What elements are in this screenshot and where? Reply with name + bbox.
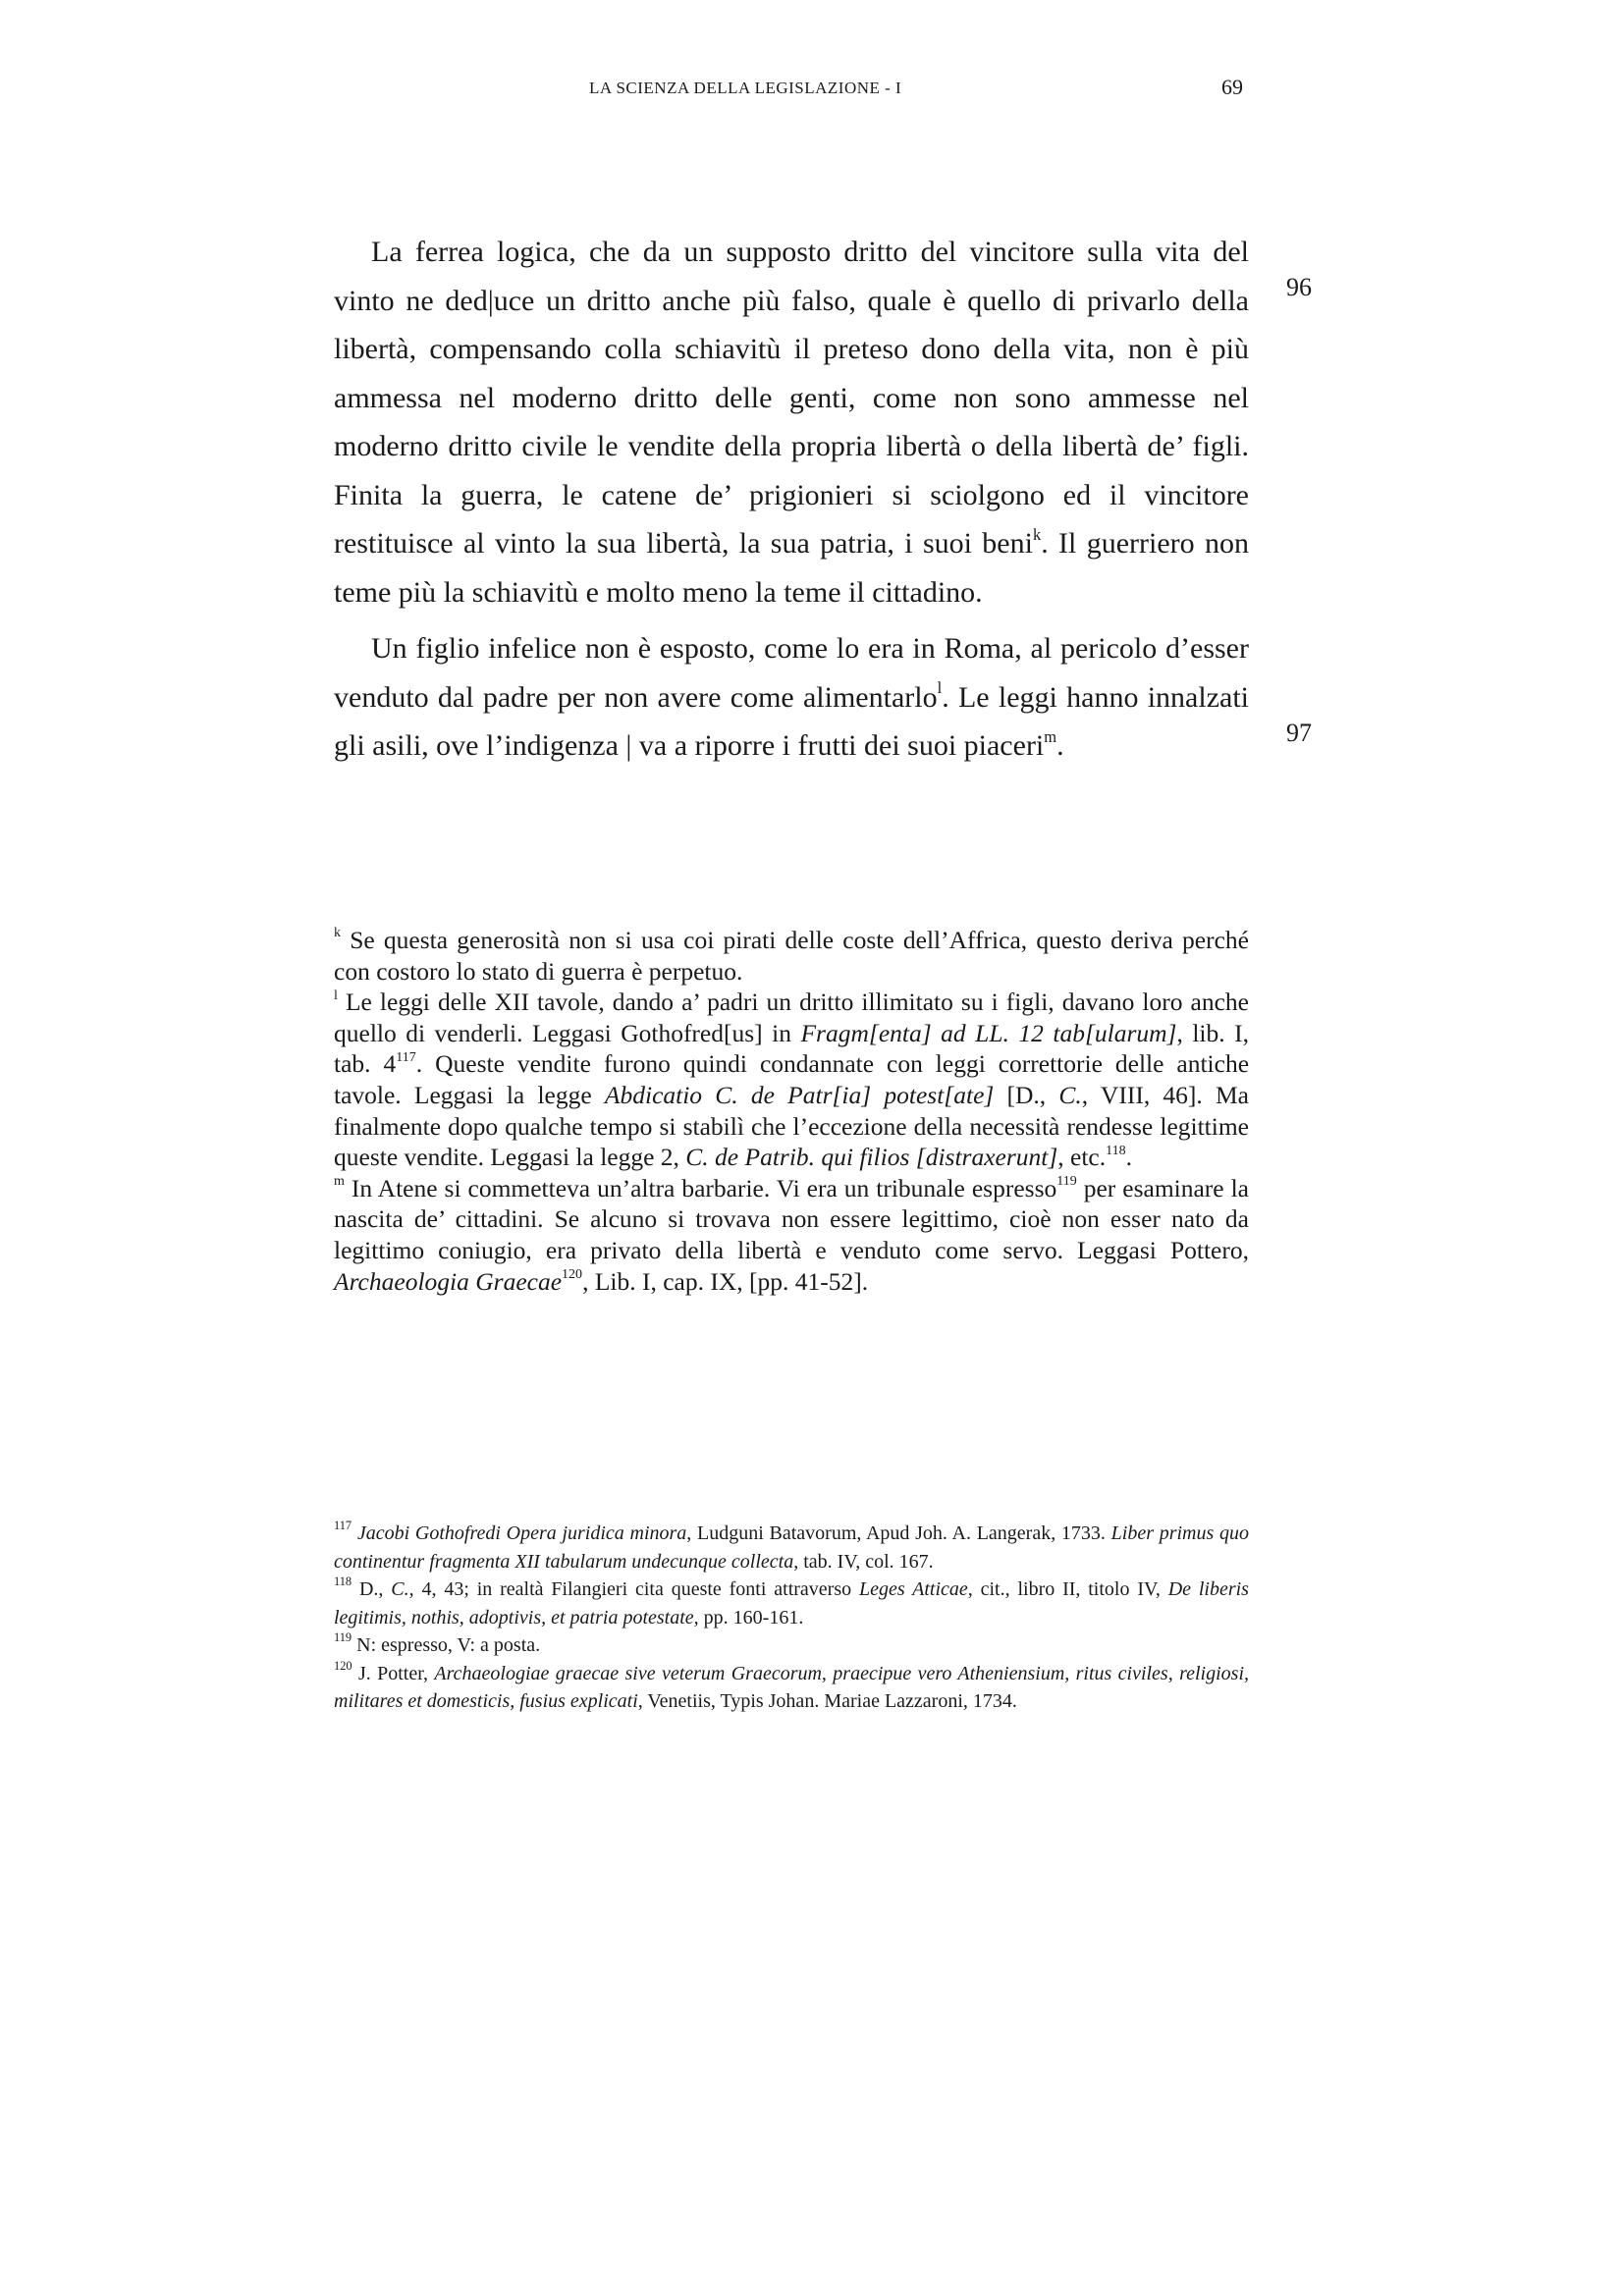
- body-paragraph: Un figlio infelice non è esposto, come lo era in Roma, al pericolo d’esser venduto dal padre per non avere come alimentarlo$^l$. Le leggi hanno innalzati gli asili, ove l’indigenza | va a riporre i frutti dei suoi piaceri$^m$.: [334, 632, 1249, 762]
- footnote-ref-l: l: [937, 678, 943, 698]
- editor-note-ref: 119: [1056, 1174, 1077, 1190]
- editor-footnotes: [334, 1520, 1249, 1716]
- body-paragraph: La ferrea logica, che da un supposto dritto del vincitore sulla vita del vinto ne ded|uce un dritto anche più falso, quale è quello di privarlo della libertà, compensando colla schiavitù il preteso dono della vita, non è più ammessa nel moderno dritto delle genti, come non sono ammesse nel moderno dritto civile le vendite della propria libertà o della libertà de’ figli. Finita la guerra, le catene de’ prigionieri si sciolgono ed il vincitore restituisce al vinto la sua libertà, la sua patria, i suoi beni$^k$. Il guerriero non teme più la schiavitù e molto meno la teme il cittadino.: [334, 236, 1250, 609]
- main-text: [334, 228, 1249, 771]
- page-number: 69: [1221, 75, 1243, 99]
- footnote-m: $^m$ In Atene si commetteva un’altra barbarie. Vi era un tribunale espresso$^{119}$ per esaminare la nascita de’ cittadini. Se alcuno si trovava non essere legittimo, cioè non esser nato da legittimo coniugio, era privato della libertà e venduto come servo. Leggasi Pottero, Archaeologia Graecae$^{120}$, Lib. I, cap. IX, [pp. 41-52].: [334, 1173, 1249, 1296]
- running-title: LA SCIENZA DELLA LEGISLAZIONE - I: [589, 79, 902, 97]
- editor-note-120: $^{120}$ J. Potter, Archaeologiae graecae sive veterum Graecorum, praecipue vero Atheniensium, ritus civiles, religiosi, militares et domesticis, fusius explicati, Venetiis, Typis Johan. Mariae Lazzaroni, 1734.: [334, 1658, 1249, 1712]
- footnote-k: $^k$ Se questa generosità non si usa coi pirati delle coste dell’Affrica, questo deriva perché con costoro lo stato di guerra è perpetuo.: [334, 926, 1249, 986]
- footnote-l: $^l$ Le leggi delle XII tavole, dando a’ padri un dritto illimitato su i figli, davano loro anche quello di venderli. Leggasi Gothofred[us] in Fragm[enta] ad LL. 12 tab[ularum], lib. I, tab. $4^{117}$. Queste vendite furono quindi condannate con leggi correttorie delle antiche tavole. Leggasi la legge Abdicatio C. de Patr[ia] potest[ate] [D., C., VIII, 46]. Ma finalmente dopo qualche tempo si stabilì che l’eccezione della necessità rendesse legittime queste vendite. Leggasi la legge 2, C. de Patrib. qui filios [distraxerunt], etc.$^{118}$.: [334, 988, 1250, 1172]
- editor-note-117: $^{117}$ Jacobi Gothofredi Opera juridica minora, Ludguni Batavorum, Apud Joh. A. Langerak, 1733. Liber primus quo continentur fragmenta XII tabularum undecunque collecta, tab. IV, col. 167.: [334, 1519, 1249, 1573]
- editor-note-ref: 118: [1106, 1143, 1126, 1158]
- author-footnotes: [334, 925, 1249, 1297]
- margin-page-number: 96: [1286, 273, 1312, 301]
- running-head: [0, 75, 1623, 108]
- margin-page-number: 97: [1286, 719, 1312, 747]
- editor-note-119: $^{119}$ N: espresso, V: a posta.: [334, 1630, 541, 1656]
- footnote-ref-m: m: [1044, 726, 1057, 746]
- editor-note-118: $^{118}$ D., C., 4, 43; in realtà Filangieri cita queste fonti attraverso Leges Atticae, cit., libro II, titolo IV, De liberis legitimis, nothis, adoptivis, et patria potestate, pp. 160-161.: [334, 1575, 1249, 1629]
- editor-note-ref: 120: [562, 1266, 583, 1282]
- footnote-ref-k: k: [1032, 524, 1042, 544]
- editor-note-ref: 117: [396, 1049, 416, 1065]
